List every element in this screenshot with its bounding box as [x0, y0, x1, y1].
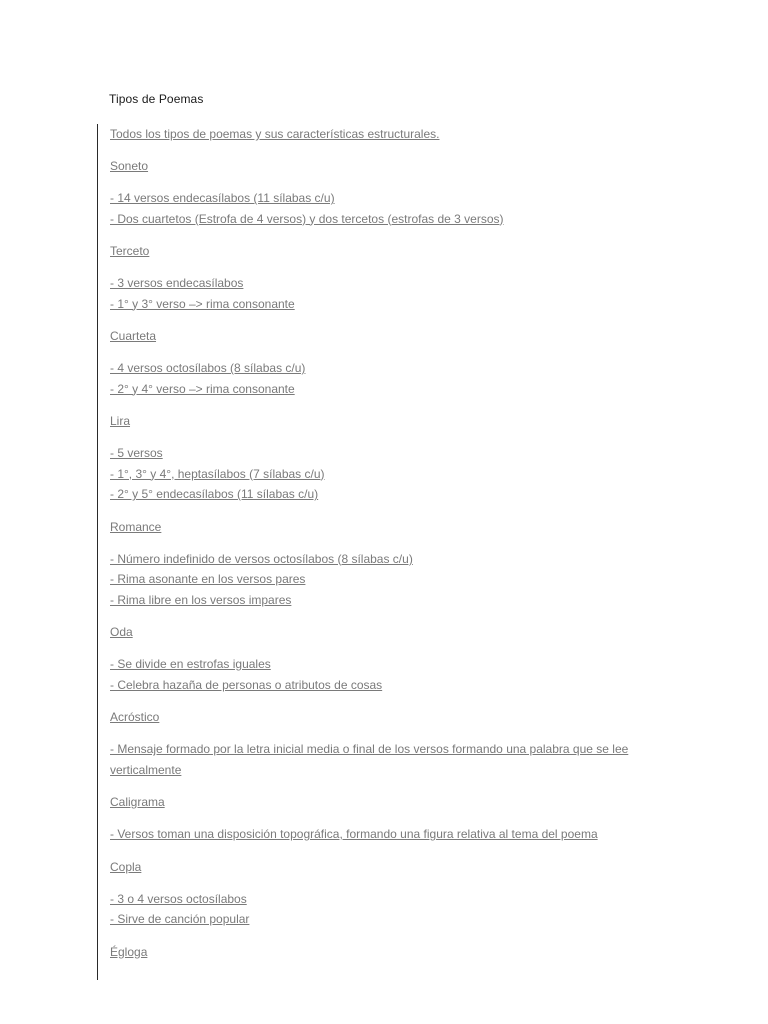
section-title[interactable]: Oda [110, 625, 133, 639]
section-title[interactable]: Lira [110, 414, 131, 428]
poem-section [110, 326, 670, 399]
section-title[interactable]: Égloga [110, 944, 148, 959]
section-line[interactable]: - 2° y 4° verso –> rima consonante [110, 381, 295, 396]
poem-section [110, 942, 670, 962]
section-lines [110, 739, 670, 780]
poem-section [110, 707, 670, 780]
section-title[interactable]: Caligrama [110, 795, 165, 809]
section-line[interactable]: - 5 versos [110, 446, 163, 460]
intro-text[interactable]: Todos los tipos de poemas y sus características estructurales. [110, 127, 440, 141]
sections-list [110, 156, 670, 962]
poem-section [110, 411, 670, 505]
section-line[interactable]: - Versos toman una disposición topográfica, formando una figura relativa al tema del poema [110, 827, 598, 841]
page-title: Tipos de Poemas [109, 92, 204, 106]
section-title[interactable]: Soneto [110, 159, 149, 173]
poem-section [110, 857, 670, 930]
section-lines [110, 358, 670, 399]
poem-section [110, 622, 670, 695]
section-line[interactable]: - Rima libre en los versos impares [110, 592, 292, 607]
section-title[interactable]: Romance [110, 519, 162, 534]
section-line[interactable]: - 2° y 5° endecasílabos (11 sílabas c/u) [110, 487, 319, 501]
poem-section [110, 792, 670, 845]
section-line[interactable]: - Se divide en estrofas iguales [110, 657, 271, 671]
section-line[interactable]: - 3 versos endecasílabos [110, 276, 244, 290]
document-body [110, 124, 670, 974]
section-line[interactable]: - Celebra hazaña de personas o atributos de cosas [110, 677, 383, 692]
section-line[interactable]: - Sirve de canción popular [110, 912, 250, 926]
section-line[interactable]: - Número indefinido de versos octosílabos (8 sílabas c/u) [110, 551, 413, 566]
poem-section [110, 241, 670, 314]
section-lines [110, 889, 670, 930]
section-lines [110, 273, 670, 314]
section-line[interactable]: - 4 versos octosílabos (8 sílabas c/u) [110, 361, 306, 375]
section-lines [110, 443, 670, 505]
section-line[interactable]: - 14 versos endecasílabos (11 sílabas c/u) [110, 191, 335, 205]
section-line[interactable]: - 1°, 3° y 4°, heptasílabos (7 sílabas c/u) [110, 466, 325, 481]
section-lines [110, 188, 670, 229]
section-title[interactable]: Terceto [110, 244, 150, 258]
section-title[interactable]: Copla [110, 859, 142, 874]
margin-rule [97, 124, 98, 980]
section-title[interactable]: Cuarteta [110, 329, 157, 343]
section-lines [110, 824, 670, 845]
section-line[interactable]: - Dos cuartetos (Estrofa de 4 versos) y dos tercetos (estrofas de 3 versos) [110, 211, 504, 226]
section-line[interactable]: - Mensaje formado por la letra inicial media o final de los versos formando una palabra que se lee verticalmente [110, 742, 629, 777]
section-lines [110, 654, 670, 695]
section-line[interactable]: - 1° y 3° verso –> rima consonante [110, 296, 295, 311]
section-lines [110, 549, 670, 611]
poem-section [110, 517, 670, 611]
section-title[interactable]: Acróstico [110, 710, 160, 724]
poem-section [110, 156, 670, 229]
section-line[interactable]: - Rima asonante en los versos pares [110, 572, 306, 586]
section-line[interactable]: - 3 o 4 versos octosílabos [110, 891, 247, 906]
